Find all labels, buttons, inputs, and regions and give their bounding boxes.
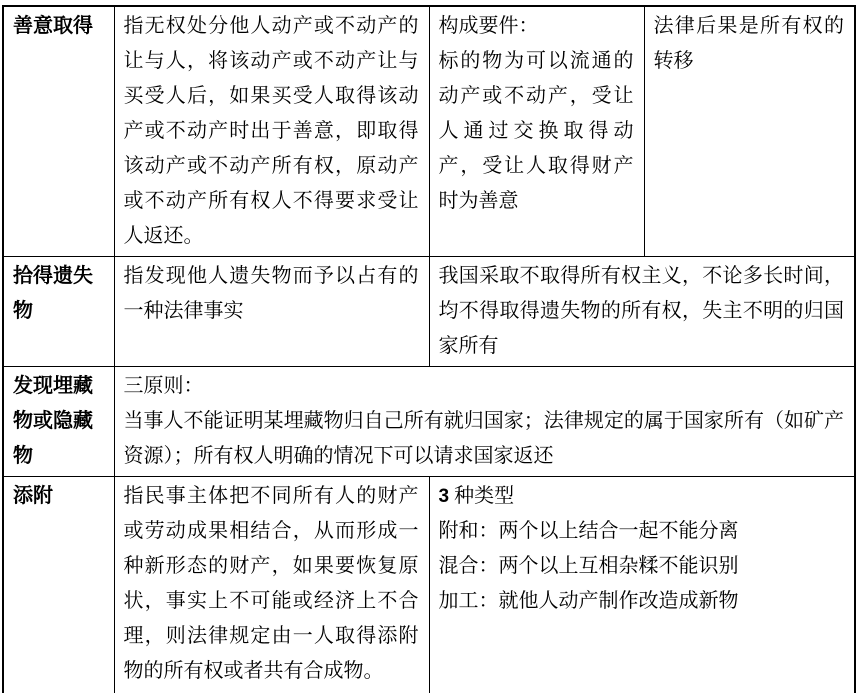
legal-consequence-cell: 法律后果是所有权的转移 [644, 6, 855, 257]
term-found-lost-property: 拾得遗失物 [3, 257, 114, 367]
property-law-terms-table [2, 5, 856, 693]
accession-type-mixture: 混合：两个以上互相杂糅不能识别 [438, 555, 739, 577]
definition-bona-fide-acquisition: 指无权处分他人动产或不动产的让与人，将该动产或不动产让与买受人后，如果买受人取得该动产或不动产时出于善意，即取得该动产或不动产所有权，原动产或不动产所有权人不得要求受让人返还。 [114, 6, 429, 257]
accession-types-title [439, 479, 845, 514]
accession-types-count: 3 [438, 486, 450, 507]
term-accession: 添附 [3, 477, 114, 693]
row-bona-fide-acquisition [3, 6, 855, 257]
principles-cell [114, 367, 855, 477]
principles-body: 当事人不能证明某埋藏物归自己所有就归国家；法律规定的属于国家所有（如矿产资源）；所有权人明确的情况下可以请求国家返还 [123, 410, 844, 467]
accession-types-cell [429, 477, 855, 693]
accession-type-processing: 加工：就他人动产制作改造成新物 [438, 590, 739, 612]
row-accession [3, 477, 855, 693]
note-found-lost-property: 我国采取不取得所有权主义，不论多长时间，均不得取得遗失物的所有权，失主不明的归国家所有 [429, 257, 855, 367]
term-buried-hidden-objects: 发现埋藏物或隐藏物 [3, 367, 114, 477]
definition-found-lost-property: 指发现他人遗失物而予以占有的一种法律事实 [114, 257, 429, 367]
row-buried-hidden-objects [3, 367, 855, 477]
accession-type-attachment: 附和：两个以上结合一起不能分离 [438, 520, 739, 542]
requirements-title: 构成要件： [438, 15, 539, 37]
requirements-body: 标的物为可以流通的动产或不动产，受让人通过交换取得动产，受让人取得财产时为善意 [438, 50, 634, 212]
requirements-cell [429, 6, 644, 257]
definition-accession: 指民事主体把不同所有人的财产或劳动成果相结合，从而形成一种新形态的财产，如果要恢复原状，事实上不可能或经济上不合理，则法律规定由一人取得添附物的所有权或者共有合成物。 [114, 477, 429, 693]
accession-types-title-text: 种类型 [449, 485, 515, 507]
row-found-lost-property [3, 257, 855, 367]
term-bona-fide-acquisition: 善意取得 [3, 6, 114, 257]
principles-title: 三原则： [123, 375, 204, 397]
